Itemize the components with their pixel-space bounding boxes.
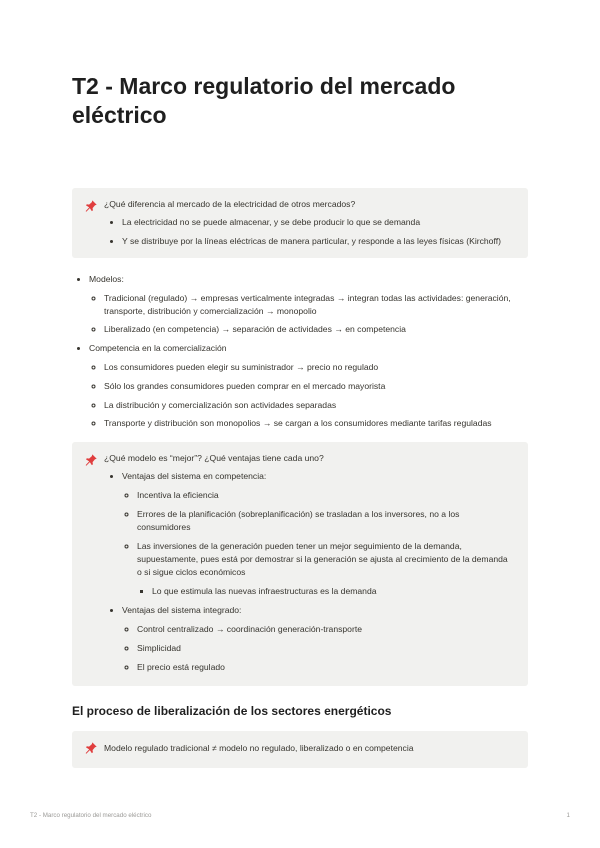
list-item-ventajas-integrado (122, 604, 512, 674)
sub-sub-list (137, 585, 512, 598)
footer-title: T2 - Marco regulatorio del mercado eléctrico (30, 812, 152, 819)
main-list (72, 273, 528, 430)
page-number: 1 (566, 812, 570, 819)
callout-best-model (72, 442, 528, 686)
list-item-label: Ventajas del sistema integrado: (122, 605, 242, 616)
list-item: ◦ Transporte y distribución son monopolios → se cargan a los consumidores mediante tarifas reguladas (104, 417, 528, 430)
list-item-ventajas-competencia (122, 470, 512, 598)
pushpin-icon (84, 741, 98, 755)
list-item: ◦ Liberalizado (en competencia) → separación de actividades → en competencia (104, 323, 528, 336)
list-item: ◦ Tradicional (regulado) → empresas verticalmente integradas → integran todas las actividades: generación, transporte, distribución y comercialización → monopolio (104, 292, 528, 318)
callout-title: ¿Qué modelo es “mejor”? ¿Qué ventajas tiene cada uno? (104, 453, 324, 464)
list-item: • La electricidad no se puede almacenar, y se debe producir lo que se demanda (122, 216, 512, 229)
list-item: ◦ Control centralizado → coordinación generación-transporte (137, 623, 512, 636)
callout-model-comparison (72, 731, 528, 768)
list-item-text: Las inversiones de la generación pueden tener un mejor seguimiento de la demanda, supuestamente, pues está por demostrar si la generación se ajusta al crecimiento de la demanda o si sigue ciclos económicos (137, 541, 508, 578)
pushpin-icon (84, 453, 98, 467)
list-item-competencia (89, 342, 528, 430)
list-item-label: Ventajas del sistema en competencia: (122, 471, 267, 482)
sub-list (122, 623, 512, 674)
list-item: ◦ La distribución y comercialización son actividades separadas (104, 399, 528, 412)
list-item-modelos (89, 273, 528, 336)
page-title: T2 - Marco regulatorio del mercado eléctrico (72, 73, 456, 128)
list-item: ◦ Incentiva la eficiencia (137, 489, 512, 502)
callout-list (104, 470, 512, 674)
page-footer (30, 812, 570, 819)
pushpin-icon (84, 199, 98, 213)
list-item-label: Modelos: (89, 274, 124, 284)
list-item (137, 540, 512, 598)
sub-list (122, 489, 512, 598)
list-item: ▪ Lo que estimula las nuevas infraestructuras es la demanda (152, 585, 512, 598)
page-content (72, 72, 528, 768)
section-heading: El proceso de liberalización de los sectores energéticos (72, 704, 392, 719)
list-item: ◦ El precio está regulado (137, 661, 512, 674)
callout-market-differences (72, 188, 528, 258)
callout-list (104, 216, 512, 248)
list-item: ◦ Los consumidores pueden elegir su suministrador → precio no regulado (104, 361, 528, 374)
callout-title: Modelo regulado tradicional ≠ modelo no regulado, liberalizado o en competencia (104, 743, 414, 754)
list-item-label: Competencia en la comercialización (89, 343, 227, 354)
list-item: ◦ Errores de la planificación (sobreplanificación) se trasladan a los inversores, no a los consumidores (137, 508, 512, 534)
sub-list (89, 361, 528, 430)
list-item: • Y se distribuye por la líneas eléctricas de manera particular, y responde a las leyes físicas (Kirchoff) (122, 235, 512, 248)
callout-title: ¿Qué diferencia al mercado de la electricidad de otros mercados? (104, 199, 356, 209)
list-item: ◦ Sólo los grandes consumidores pueden comprar en el mercado mayorista (104, 380, 528, 393)
list-item: ◦ Simplicidad (137, 642, 512, 655)
sub-list (89, 292, 528, 336)
